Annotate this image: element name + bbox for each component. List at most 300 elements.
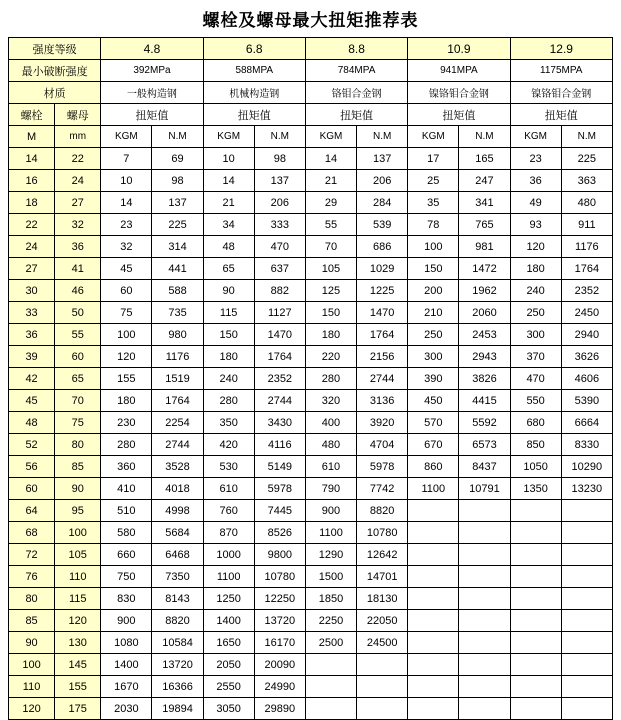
table-cell: 1764 bbox=[254, 346, 305, 368]
table-cell: 27 bbox=[55, 192, 101, 214]
table-cell: 10780 bbox=[357, 522, 408, 544]
table-cell: 16 bbox=[9, 170, 55, 192]
table-cell: 363 bbox=[561, 170, 612, 192]
unit-m: M bbox=[9, 126, 55, 148]
table-cell: 2943 bbox=[459, 346, 510, 368]
table-cell: 110 bbox=[9, 676, 55, 698]
table-cell: 100 bbox=[101, 324, 152, 346]
table-cell: 280 bbox=[203, 390, 254, 412]
table-cell: 1050 bbox=[510, 456, 561, 478]
table-cell bbox=[561, 588, 612, 610]
table-cell: 5592 bbox=[459, 412, 510, 434]
table-cell: 14 bbox=[101, 192, 152, 214]
table-cell bbox=[459, 632, 510, 654]
table-cell: 8143 bbox=[152, 588, 203, 610]
table-cell: 13720 bbox=[152, 654, 203, 676]
table-cell: 390 bbox=[408, 368, 459, 390]
table-cell: 19894 bbox=[152, 698, 203, 720]
table-cell: 4998 bbox=[152, 500, 203, 522]
table-cell: 10 bbox=[203, 148, 254, 170]
table-cell: 145 bbox=[55, 654, 101, 676]
table-cell: 7 bbox=[101, 148, 152, 170]
table-cell: 24 bbox=[55, 170, 101, 192]
table-cell: 5684 bbox=[152, 522, 203, 544]
table-cell: 33 bbox=[9, 302, 55, 324]
table-cell: 55 bbox=[55, 324, 101, 346]
table-cell: 1176 bbox=[152, 346, 203, 368]
table-cell: 550 bbox=[510, 390, 561, 412]
table-cell: 1290 bbox=[305, 544, 356, 566]
table-cell: 45 bbox=[9, 390, 55, 412]
table-cell: 1029 bbox=[357, 258, 408, 280]
table-cell: 860 bbox=[408, 456, 459, 478]
header-label-bolt: 螺栓 bbox=[9, 104, 55, 126]
material-8-8: 铬钼合金钢 bbox=[305, 82, 407, 104]
table-cell: 93 bbox=[510, 214, 561, 236]
table-cell: 230 bbox=[101, 412, 152, 434]
unit-nm-8-8: N.M bbox=[357, 126, 408, 148]
table-cell: 7742 bbox=[357, 478, 408, 500]
table-cell: 1000 bbox=[203, 544, 254, 566]
table-cell: 29890 bbox=[254, 698, 305, 720]
table-cell bbox=[561, 500, 612, 522]
table-cell: 98 bbox=[254, 148, 305, 170]
header-label-nut: 螺母 bbox=[55, 104, 101, 126]
table-cell bbox=[357, 676, 408, 698]
table-cell: 180 bbox=[203, 346, 254, 368]
table-cell: 7350 bbox=[152, 566, 203, 588]
table-cell: 284 bbox=[357, 192, 408, 214]
table-cell: 1764 bbox=[561, 258, 612, 280]
table-cell bbox=[408, 588, 459, 610]
table-cell: 280 bbox=[101, 434, 152, 456]
table-cell: 120 bbox=[9, 698, 55, 720]
table-cell: 2940 bbox=[561, 324, 612, 346]
table-cell bbox=[459, 566, 510, 588]
page-title: 螺栓及螺母最大扭矩推荐表 bbox=[202, 11, 419, 30]
header-label-material: 材质 bbox=[9, 82, 101, 104]
table-cell: 300 bbox=[510, 324, 561, 346]
table-cell bbox=[459, 544, 510, 566]
table-cell bbox=[459, 676, 510, 698]
torque-label-4-8: 扭矩值 bbox=[101, 104, 203, 126]
table-row bbox=[9, 148, 613, 170]
grade-10-9: 10.9 bbox=[408, 38, 510, 60]
table-cell: 750 bbox=[101, 566, 152, 588]
table-row bbox=[9, 324, 613, 346]
table-cell: 46 bbox=[55, 280, 101, 302]
table-cell: 2030 bbox=[101, 698, 152, 720]
table-cell: 48 bbox=[203, 236, 254, 258]
header-row-grade bbox=[9, 38, 613, 60]
table-cell: 680 bbox=[510, 412, 561, 434]
material-12-9: 镍铬钼合金钢 bbox=[510, 82, 612, 104]
table-cell: 3626 bbox=[561, 346, 612, 368]
strength-12-9: 1175MPA bbox=[510, 60, 612, 82]
table-cell: 39 bbox=[9, 346, 55, 368]
table-cell: 120 bbox=[55, 610, 101, 632]
table-cell: 735 bbox=[152, 302, 203, 324]
table-row bbox=[9, 346, 613, 368]
table-cell bbox=[510, 500, 561, 522]
table-cell bbox=[561, 610, 612, 632]
table-cell: 790 bbox=[305, 478, 356, 500]
table-cell: 210 bbox=[408, 302, 459, 324]
table-cell: 610 bbox=[305, 456, 356, 478]
table-cell: 80 bbox=[55, 434, 101, 456]
table-cell: 5149 bbox=[254, 456, 305, 478]
table-cell: 660 bbox=[101, 544, 152, 566]
table-cell: 49 bbox=[510, 192, 561, 214]
table-cell: 180 bbox=[305, 324, 356, 346]
table-cell: 470 bbox=[254, 236, 305, 258]
table-cell: 20090 bbox=[254, 654, 305, 676]
table-cell: 1650 bbox=[203, 632, 254, 654]
table-cell: 100 bbox=[9, 654, 55, 676]
table-cell: 64 bbox=[9, 500, 55, 522]
table-row bbox=[9, 456, 613, 478]
table-cell: 1470 bbox=[254, 324, 305, 346]
table-cell: 22 bbox=[9, 214, 55, 236]
table-cell: 105 bbox=[305, 258, 356, 280]
table-cell: 18 bbox=[9, 192, 55, 214]
table-cell: 280 bbox=[305, 368, 356, 390]
table-cell: 23 bbox=[101, 214, 152, 236]
table-cell: 10791 bbox=[459, 478, 510, 500]
table-cell: 981 bbox=[459, 236, 510, 258]
table-cell: 30 bbox=[9, 280, 55, 302]
table-cell: 68 bbox=[9, 522, 55, 544]
material-6-8: 机械构造钢 bbox=[203, 82, 305, 104]
table-cell: 2450 bbox=[561, 302, 612, 324]
table-cell bbox=[561, 632, 612, 654]
table-cell: 10780 bbox=[254, 566, 305, 588]
table-cell: 180 bbox=[510, 258, 561, 280]
table-cell: 8330 bbox=[561, 434, 612, 456]
table-cell bbox=[561, 676, 612, 698]
table-cell: 36 bbox=[55, 236, 101, 258]
table-cell: 105 bbox=[55, 544, 101, 566]
table-cell bbox=[408, 522, 459, 544]
unit-kgm-10-9: KGM bbox=[408, 126, 459, 148]
table-cell: 165 bbox=[459, 148, 510, 170]
table-cell: 14701 bbox=[357, 566, 408, 588]
table-cell: 2254 bbox=[152, 412, 203, 434]
table-cell: 125 bbox=[305, 280, 356, 302]
unit-kgm-8-8: KGM bbox=[305, 126, 356, 148]
table-cell: 12250 bbox=[254, 588, 305, 610]
table-cell bbox=[561, 522, 612, 544]
table-cell bbox=[408, 566, 459, 588]
table-cell bbox=[357, 654, 408, 676]
table-cell: 24500 bbox=[357, 632, 408, 654]
table-cell: 1127 bbox=[254, 302, 305, 324]
table-cell: 441 bbox=[152, 258, 203, 280]
table-cell bbox=[510, 654, 561, 676]
table-row bbox=[9, 654, 613, 676]
table-cell: 686 bbox=[357, 236, 408, 258]
torque-label-12-9: 扭矩值 bbox=[510, 104, 612, 126]
table-row bbox=[9, 566, 613, 588]
table-cell: 8526 bbox=[254, 522, 305, 544]
table-cell: 16366 bbox=[152, 676, 203, 698]
table-cell: 14 bbox=[203, 170, 254, 192]
table-cell: 900 bbox=[305, 500, 356, 522]
table-cell: 850 bbox=[510, 434, 561, 456]
table-row bbox=[9, 302, 613, 324]
table-cell bbox=[510, 632, 561, 654]
table-cell: 32 bbox=[55, 214, 101, 236]
table-cell: 4606 bbox=[561, 368, 612, 390]
table-cell: 98 bbox=[152, 170, 203, 192]
table-cell: 670 bbox=[408, 434, 459, 456]
table-cell: 65 bbox=[55, 368, 101, 390]
table-cell: 150 bbox=[203, 324, 254, 346]
table-cell: 1080 bbox=[101, 632, 152, 654]
table-cell: 70 bbox=[305, 236, 356, 258]
table-cell: 247 bbox=[459, 170, 510, 192]
table-cell: 120 bbox=[101, 346, 152, 368]
unit-nm-4-8: N.M bbox=[152, 126, 203, 148]
table-cell: 3920 bbox=[357, 412, 408, 434]
table-cell: 360 bbox=[101, 456, 152, 478]
table-cell: 115 bbox=[55, 588, 101, 610]
table-cell: 1350 bbox=[510, 478, 561, 500]
table-cell: 155 bbox=[55, 676, 101, 698]
table-row bbox=[9, 478, 613, 500]
torque-label-6-8: 扭矩值 bbox=[203, 104, 305, 126]
torque-label-8-8: 扭矩值 bbox=[305, 104, 407, 126]
strength-6-8: 588MPA bbox=[203, 60, 305, 82]
table-cell: 250 bbox=[510, 302, 561, 324]
table-cell: 1764 bbox=[152, 390, 203, 412]
table-cell: 3430 bbox=[254, 412, 305, 434]
table-row bbox=[9, 632, 613, 654]
header-label-grade: 强度等级 bbox=[9, 38, 101, 60]
table-cell: 16170 bbox=[254, 632, 305, 654]
table-cell: 27 bbox=[9, 258, 55, 280]
table-cell: 341 bbox=[459, 192, 510, 214]
table-cell bbox=[459, 522, 510, 544]
table-row bbox=[9, 368, 613, 390]
table-cell: 480 bbox=[305, 434, 356, 456]
table-cell: 2550 bbox=[203, 676, 254, 698]
table-cell: 12642 bbox=[357, 544, 408, 566]
table-cell: 90 bbox=[203, 280, 254, 302]
table-cell bbox=[561, 566, 612, 588]
table-cell bbox=[408, 654, 459, 676]
table-cell: 21 bbox=[305, 170, 356, 192]
table-cell: 882 bbox=[254, 280, 305, 302]
table-cell bbox=[459, 610, 510, 632]
table-row bbox=[9, 588, 613, 610]
table-cell: 206 bbox=[357, 170, 408, 192]
table-cell: 22050 bbox=[357, 610, 408, 632]
table-cell: 1400 bbox=[101, 654, 152, 676]
table-row bbox=[9, 610, 613, 632]
table-cell: 900 bbox=[101, 610, 152, 632]
table-cell: 510 bbox=[101, 500, 152, 522]
table-cell: 75 bbox=[55, 412, 101, 434]
grade-12-9: 12.9 bbox=[510, 38, 612, 60]
table-cell: 580 bbox=[101, 522, 152, 544]
table-cell: 480 bbox=[561, 192, 612, 214]
table-cell bbox=[408, 544, 459, 566]
table-cell: 25 bbox=[408, 170, 459, 192]
table-cell: 250 bbox=[408, 324, 459, 346]
table-row bbox=[9, 280, 613, 302]
table-cell: 200 bbox=[408, 280, 459, 302]
table-cell: 637 bbox=[254, 258, 305, 280]
table-cell: 137 bbox=[357, 148, 408, 170]
table-cell: 52 bbox=[9, 434, 55, 456]
table-cell: 240 bbox=[510, 280, 561, 302]
table-cell: 80 bbox=[9, 588, 55, 610]
table-cell: 29 bbox=[305, 192, 356, 214]
table-cell: 4704 bbox=[357, 434, 408, 456]
table-cell: 980 bbox=[152, 324, 203, 346]
table-row bbox=[9, 390, 613, 412]
table-cell bbox=[510, 522, 561, 544]
table-row bbox=[9, 236, 613, 258]
table-cell: 5390 bbox=[561, 390, 612, 412]
table-cell: 150 bbox=[305, 302, 356, 324]
table-cell: 8820 bbox=[152, 610, 203, 632]
table-cell: 350 bbox=[203, 412, 254, 434]
table-cell: 1500 bbox=[305, 566, 356, 588]
table-cell: 60 bbox=[55, 346, 101, 368]
table-cell: 1100 bbox=[305, 522, 356, 544]
table-cell: 1250 bbox=[203, 588, 254, 610]
table-cell: 1400 bbox=[203, 610, 254, 632]
table-cell: 42 bbox=[9, 368, 55, 390]
table-cell: 8437 bbox=[459, 456, 510, 478]
table-cell: 420 bbox=[203, 434, 254, 456]
unit-kgm-4-8: KGM bbox=[101, 126, 152, 148]
table-cell: 36 bbox=[9, 324, 55, 346]
table-cell bbox=[510, 676, 561, 698]
table-cell: 175 bbox=[55, 698, 101, 720]
strength-4-8: 392MPa bbox=[101, 60, 203, 82]
table-cell: 300 bbox=[408, 346, 459, 368]
table-cell: 120 bbox=[510, 236, 561, 258]
table-cell: 225 bbox=[152, 214, 203, 236]
table-cell: 570 bbox=[408, 412, 459, 434]
table-cell: 1100 bbox=[203, 566, 254, 588]
table-cell: 2250 bbox=[305, 610, 356, 632]
table-cell: 220 bbox=[305, 346, 356, 368]
table-cell: 23 bbox=[510, 148, 561, 170]
grade-8-8: 8.8 bbox=[305, 38, 407, 60]
table-cell: 760 bbox=[203, 500, 254, 522]
header-row-material bbox=[9, 82, 613, 104]
table-cell: 610 bbox=[203, 478, 254, 500]
header-label-min-break: 最小破断强度 bbox=[9, 60, 101, 82]
table-cell: 1850 bbox=[305, 588, 356, 610]
table-cell: 24 bbox=[9, 236, 55, 258]
table-cell: 6573 bbox=[459, 434, 510, 456]
table-cell: 4415 bbox=[459, 390, 510, 412]
table-cell: 60 bbox=[9, 478, 55, 500]
grade-4-8: 4.8 bbox=[101, 38, 203, 60]
table-cell: 100 bbox=[408, 236, 459, 258]
table-cell: 2744 bbox=[357, 368, 408, 390]
table-cell: 41 bbox=[55, 258, 101, 280]
table-cell bbox=[561, 544, 612, 566]
table-cell: 56 bbox=[9, 456, 55, 478]
table-row bbox=[9, 434, 613, 456]
table-cell: 1519 bbox=[152, 368, 203, 390]
table-cell: 2453 bbox=[459, 324, 510, 346]
table-cell: 911 bbox=[561, 214, 612, 236]
table-row bbox=[9, 170, 613, 192]
table-cell: 10 bbox=[101, 170, 152, 192]
table-cell: 21 bbox=[203, 192, 254, 214]
torque-label-10-9: 扭矩值 bbox=[408, 104, 510, 126]
table-cell bbox=[510, 610, 561, 632]
table-cell: 206 bbox=[254, 192, 305, 214]
table-cell: 1962 bbox=[459, 280, 510, 302]
table-cell: 2050 bbox=[203, 654, 254, 676]
table-cell: 50 bbox=[55, 302, 101, 324]
table-cell bbox=[510, 566, 561, 588]
table-cell: 530 bbox=[203, 456, 254, 478]
table-cell: 314 bbox=[152, 236, 203, 258]
table-cell: 110 bbox=[55, 566, 101, 588]
unit-nm-12-9: N.M bbox=[561, 126, 612, 148]
table-cell: 2352 bbox=[254, 368, 305, 390]
table-cell: 17 bbox=[408, 148, 459, 170]
table-cell: 100 bbox=[55, 522, 101, 544]
table-cell: 90 bbox=[55, 478, 101, 500]
table-cell: 14 bbox=[9, 148, 55, 170]
table-cell: 6664 bbox=[561, 412, 612, 434]
table-cell: 13230 bbox=[561, 478, 612, 500]
unit-nm-6-8: N.M bbox=[254, 126, 305, 148]
table-cell: 150 bbox=[408, 258, 459, 280]
table-cell: 85 bbox=[55, 456, 101, 478]
table-cell: 1470 bbox=[357, 302, 408, 324]
header-row-torque bbox=[9, 104, 613, 126]
table-cell: 75 bbox=[101, 302, 152, 324]
table-cell: 320 bbox=[305, 390, 356, 412]
table-cell: 130 bbox=[55, 632, 101, 654]
table-cell: 35 bbox=[408, 192, 459, 214]
table-cell: 1100 bbox=[408, 478, 459, 500]
table-cell: 78 bbox=[408, 214, 459, 236]
strength-8-8: 784MPA bbox=[305, 60, 407, 82]
table-cell: 765 bbox=[459, 214, 510, 236]
table-cell: 450 bbox=[408, 390, 459, 412]
table-cell: 3136 bbox=[357, 390, 408, 412]
table-cell: 65 bbox=[203, 258, 254, 280]
table-cell: 5978 bbox=[254, 478, 305, 500]
table-cell bbox=[459, 588, 510, 610]
table-cell: 1176 bbox=[561, 236, 612, 258]
table-cell: 3050 bbox=[203, 698, 254, 720]
torque-table bbox=[8, 37, 613, 720]
table-cell: 1670 bbox=[101, 676, 152, 698]
table-cell: 588 bbox=[152, 280, 203, 302]
table-cell: 410 bbox=[101, 478, 152, 500]
table-cell: 55 bbox=[305, 214, 356, 236]
table-cell: 155 bbox=[101, 368, 152, 390]
table-cell: 6468 bbox=[152, 544, 203, 566]
table-cell: 1764 bbox=[357, 324, 408, 346]
material-4-8: 一般构造钢 bbox=[101, 82, 203, 104]
table-cell: 9800 bbox=[254, 544, 305, 566]
table-cell bbox=[459, 500, 510, 522]
